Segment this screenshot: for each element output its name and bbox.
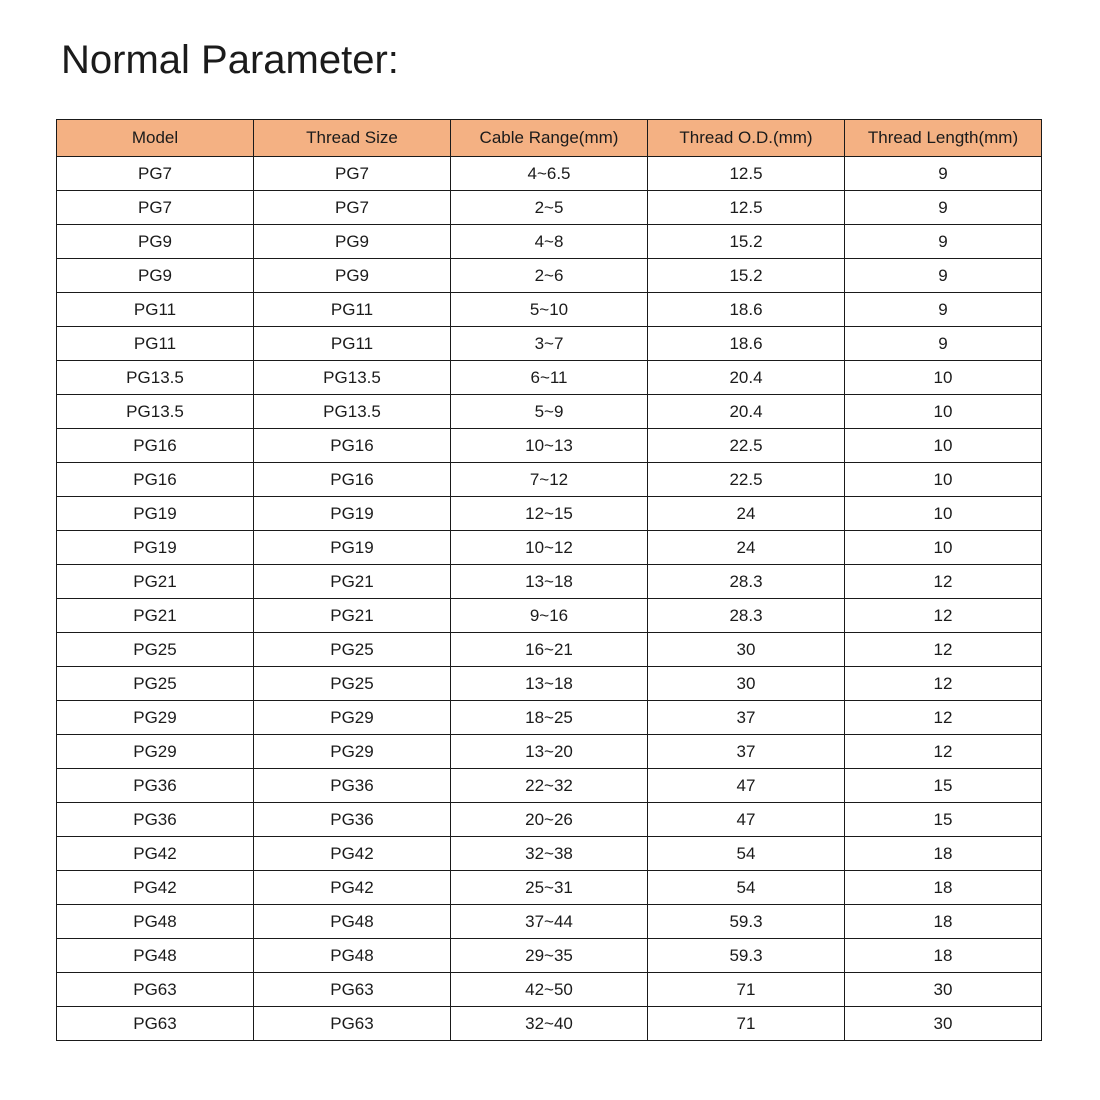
table-cell: PG42	[57, 871, 254, 905]
table-cell: PG13.5	[254, 395, 451, 429]
table-cell: 9~16	[451, 599, 648, 633]
table-cell: 71	[648, 973, 845, 1007]
table-cell: 4~6.5	[451, 157, 648, 191]
table-cell: PG48	[254, 905, 451, 939]
table-cell: 28.3	[648, 565, 845, 599]
table-cell: 12	[845, 667, 1042, 701]
table-row	[57, 633, 1042, 667]
table-cell: 3~7	[451, 327, 648, 361]
table-row	[57, 395, 1042, 429]
table-cell: 20.4	[648, 361, 845, 395]
table-cell: PG36	[57, 803, 254, 837]
table-cell: 47	[648, 769, 845, 803]
table-row	[57, 973, 1042, 1007]
table-cell: 10	[845, 531, 1042, 565]
table-cell: PG9	[57, 259, 254, 293]
table-cell: PG16	[57, 429, 254, 463]
table-row	[57, 667, 1042, 701]
table-row	[57, 293, 1042, 327]
table-cell: PG36	[254, 803, 451, 837]
table-row	[57, 361, 1042, 395]
table-cell: 30	[845, 973, 1042, 1007]
table-cell: 13~18	[451, 667, 648, 701]
table-cell: PG63	[254, 973, 451, 1007]
table-cell: PG36	[254, 769, 451, 803]
table-cell: 18~25	[451, 701, 648, 735]
table-cell: PG42	[254, 871, 451, 905]
table-row	[57, 497, 1042, 531]
table-row	[57, 939, 1042, 973]
table-cell: 5~10	[451, 293, 648, 327]
table-cell: 2~5	[451, 191, 648, 225]
table-cell: 5~9	[451, 395, 648, 429]
table-cell: PG13.5	[254, 361, 451, 395]
table-cell: 10~13	[451, 429, 648, 463]
table-cell: PG21	[254, 599, 451, 633]
table-cell: 13~18	[451, 565, 648, 599]
table-cell: 9	[845, 225, 1042, 259]
table-cell: 18	[845, 871, 1042, 905]
table-body	[57, 157, 1042, 1041]
table-cell: 15	[845, 769, 1042, 803]
table-cell: PG13.5	[57, 395, 254, 429]
table-row	[57, 259, 1042, 293]
table-cell: 15.2	[648, 225, 845, 259]
table-cell: 22~32	[451, 769, 648, 803]
table-cell: 12.5	[648, 191, 845, 225]
table-cell: 18	[845, 939, 1042, 973]
table-cell: PG7	[254, 157, 451, 191]
table-cell: 12.5	[648, 157, 845, 191]
table-cell: 12	[845, 701, 1042, 735]
table-cell: 16~21	[451, 633, 648, 667]
table-cell: PG16	[57, 463, 254, 497]
table-cell: 10	[845, 429, 1042, 463]
table-cell: PG48	[57, 905, 254, 939]
column-header: Thread Size	[254, 120, 451, 157]
table-cell: PG25	[254, 667, 451, 701]
table-cell: 59.3	[648, 905, 845, 939]
table-cell: PG36	[57, 769, 254, 803]
table-cell: PG16	[254, 429, 451, 463]
table-row	[57, 803, 1042, 837]
table-cell: 22.5	[648, 463, 845, 497]
table-cell: PG21	[57, 599, 254, 633]
table-row	[57, 837, 1042, 871]
table-cell: 18.6	[648, 327, 845, 361]
table-cell: PG25	[57, 667, 254, 701]
table-cell: 12	[845, 735, 1042, 769]
table-cell: 30	[648, 633, 845, 667]
table-cell: PG7	[57, 157, 254, 191]
table-cell: PG13.5	[57, 361, 254, 395]
table-head-row	[57, 120, 1042, 157]
table-cell: PG7	[254, 191, 451, 225]
table-cell: 54	[648, 837, 845, 871]
column-header: Model	[57, 120, 254, 157]
table-cell: PG48	[254, 939, 451, 973]
table-row	[57, 871, 1042, 905]
parameter-table	[56, 119, 1042, 1041]
table-cell: 10	[845, 463, 1042, 497]
table-cell: 13~20	[451, 735, 648, 769]
table-cell: PG29	[57, 735, 254, 769]
table-cell: 37	[648, 735, 845, 769]
table-cell: PG19	[57, 531, 254, 565]
table-row	[57, 565, 1042, 599]
table-cell: PG29	[254, 735, 451, 769]
table-cell: 59.3	[648, 939, 845, 973]
table-cell: 15	[845, 803, 1042, 837]
table-row	[57, 1007, 1042, 1041]
table-cell: 9	[845, 191, 1042, 225]
table-cell: 10	[845, 361, 1042, 395]
table-cell: 7~12	[451, 463, 648, 497]
table-cell: PG16	[254, 463, 451, 497]
table-cell: 71	[648, 1007, 845, 1041]
table-cell: 24	[648, 531, 845, 565]
table-cell: PG7	[57, 191, 254, 225]
table-row	[57, 905, 1042, 939]
table-cell: PG42	[57, 837, 254, 871]
table-cell: 12~15	[451, 497, 648, 531]
table-cell: PG19	[57, 497, 254, 531]
column-header: Cable Range(mm)	[451, 120, 648, 157]
table-head	[57, 120, 1042, 157]
table-cell: 12	[845, 633, 1042, 667]
column-header: Thread Length(mm)	[845, 120, 1042, 157]
table-cell: PG29	[254, 701, 451, 735]
table-cell: PG25	[57, 633, 254, 667]
table-cell: 9	[845, 293, 1042, 327]
table-cell: 6~11	[451, 361, 648, 395]
table-cell: 37	[648, 701, 845, 735]
table-row	[57, 701, 1042, 735]
table-cell: 37~44	[451, 905, 648, 939]
table-cell: PG11	[254, 327, 451, 361]
table-cell: PG48	[57, 939, 254, 973]
table-cell: 32~38	[451, 837, 648, 871]
table-cell: PG9	[254, 225, 451, 259]
table-cell: 29~35	[451, 939, 648, 973]
table-row	[57, 225, 1042, 259]
table-cell: PG19	[254, 497, 451, 531]
table-row	[57, 191, 1042, 225]
table-cell: 2~6	[451, 259, 648, 293]
table-cell: 15.2	[648, 259, 845, 293]
table-row	[57, 599, 1042, 633]
table-cell: 18	[845, 905, 1042, 939]
table-cell: 24	[648, 497, 845, 531]
table-cell: 12	[845, 599, 1042, 633]
table-row	[57, 531, 1042, 565]
table-cell: 9	[845, 327, 1042, 361]
table-cell: 54	[648, 871, 845, 905]
table-cell: 22.5	[648, 429, 845, 463]
table-cell: 28.3	[648, 599, 845, 633]
table-cell: PG63	[57, 1007, 254, 1041]
table-cell: 18	[845, 837, 1042, 871]
page-title: Normal Parameter:	[61, 38, 399, 82]
table-cell: 4~8	[451, 225, 648, 259]
table-cell: PG9	[254, 259, 451, 293]
table-cell: 30	[845, 1007, 1042, 1041]
table-cell: 20.4	[648, 395, 845, 429]
table-cell: 10	[845, 497, 1042, 531]
table-cell: PG63	[57, 973, 254, 1007]
table-cell: 10	[845, 395, 1042, 429]
table-row	[57, 735, 1042, 769]
table-cell: 18.6	[648, 293, 845, 327]
table-cell: 10~12	[451, 531, 648, 565]
table-cell: 9	[845, 157, 1042, 191]
table-row	[57, 157, 1042, 191]
table-cell: PG63	[254, 1007, 451, 1041]
table-row	[57, 327, 1042, 361]
table-cell: PG21	[254, 565, 451, 599]
table-cell: PG21	[57, 565, 254, 599]
table-cell: 47	[648, 803, 845, 837]
table-cell: PG11	[57, 327, 254, 361]
table-cell: 12	[845, 565, 1042, 599]
table-cell: PG11	[57, 293, 254, 327]
table-cell: 30	[648, 667, 845, 701]
table-cell: PG11	[254, 293, 451, 327]
table-cell: PG9	[57, 225, 254, 259]
column-header: Thread O.D.(mm)	[648, 120, 845, 157]
table-cell: PG29	[57, 701, 254, 735]
table-row	[57, 463, 1042, 497]
table-cell: PG19	[254, 531, 451, 565]
table-cell: PG42	[254, 837, 451, 871]
table-cell: 20~26	[451, 803, 648, 837]
table-row	[57, 769, 1042, 803]
table-row	[57, 429, 1042, 463]
table-cell: 25~31	[451, 871, 648, 905]
table-cell: 42~50	[451, 973, 648, 1007]
table-cell: 9	[845, 259, 1042, 293]
table-cell: PG25	[254, 633, 451, 667]
table-cell: 32~40	[451, 1007, 648, 1041]
